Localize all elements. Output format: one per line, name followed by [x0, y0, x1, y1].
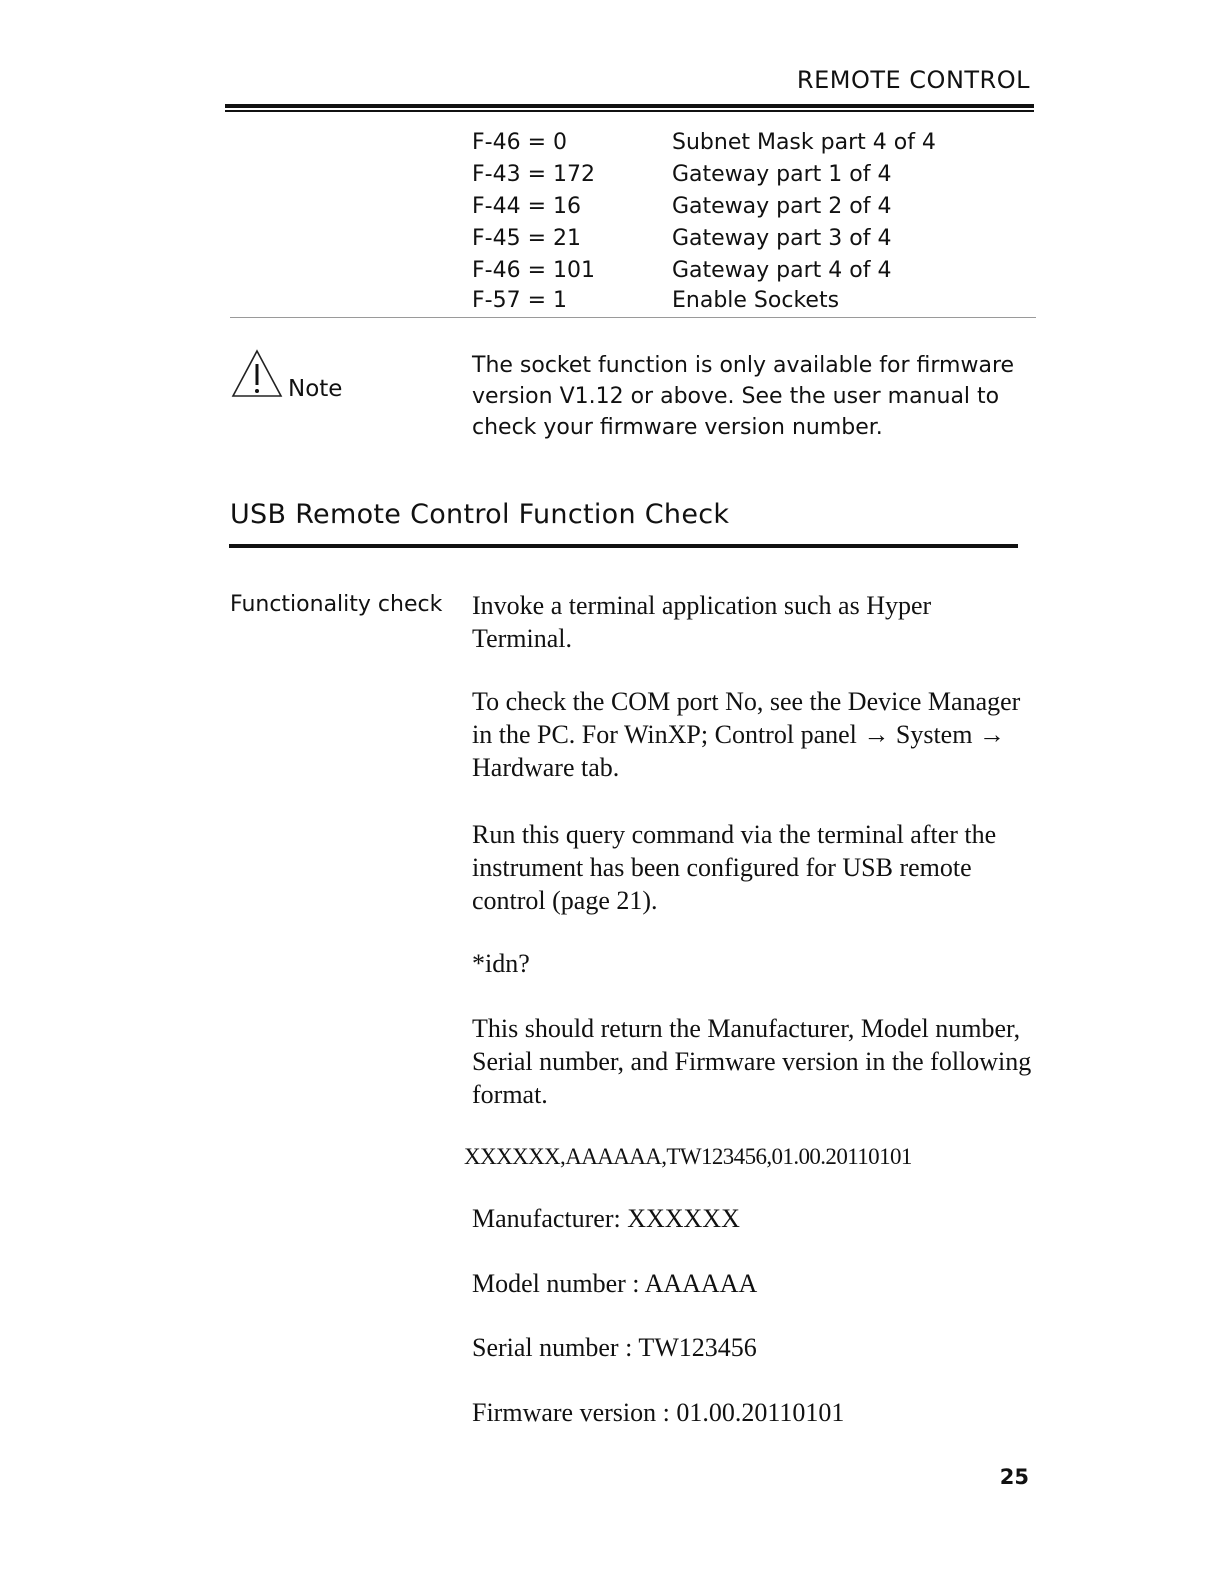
param-row [472, 223, 891, 255]
param-row [472, 191, 891, 223]
param-desc: Gateway part 1 of 4 [672, 162, 892, 187]
param-desc: Gateway part 4 of 4 [672, 258, 892, 283]
param-key: F-44 = 16 [472, 194, 582, 219]
page-number: 25 [999, 1465, 1029, 1489]
body-paragraph: Invoke a terminal application such as Hyper Terminal. [472, 591, 932, 653]
functionality-check-label: Functionality check [230, 592, 443, 617]
field-manufacturer: Manufacturer: XXXXXX [472, 1204, 740, 1233]
param-row [472, 127, 936, 159]
running-header: REMOTE CONTROL [796, 66, 1030, 94]
param-row [472, 285, 839, 317]
format-string: XXXXXX,AAAAAA,TW123456,01.00.20110101 [464, 1144, 912, 1169]
field-serial-number: Serial number : TW123456 [472, 1333, 757, 1362]
query-command: *idn? [472, 949, 530, 978]
param-key: F-43 = 172 [472, 162, 595, 187]
param-key: F-46 = 0 [472, 130, 568, 155]
param-row [472, 159, 891, 191]
header-rule-thin [225, 110, 1034, 112]
field-firmware-version: Firmware version : 01.00.20110101 [472, 1398, 845, 1427]
body-paragraph: To check the COM port No, see the Device Manager in the PC. For WinXP; Control panel → System → Hardware tab. [472, 687, 1021, 782]
section-rule [229, 544, 1018, 548]
param-key: F-45 = 21 [472, 226, 582, 251]
note-text: The socket function is only available for firmware version V1.12 or above. See the user manual to check your firmware version number. [472, 353, 1015, 440]
param-desc: Enable Sockets [672, 288, 840, 313]
body-paragraph: This should return the Manufacturer, Model number, Serial number, and Firmware version in the following format. [472, 1014, 1032, 1109]
param-desc: Gateway part 2 of 4 [672, 194, 892, 219]
warning-triangle-icon [231, 349, 283, 399]
header-rule-thick [225, 104, 1034, 108]
body-paragraph: Run this query command via the terminal after the instrument has been configured for USB remote control (page 21). [472, 820, 997, 915]
param-desc: Subnet Mask part 4 of 4 [672, 130, 936, 155]
table-bottom-rule [230, 317, 1036, 318]
param-desc: Gateway part 3 of 4 [672, 226, 892, 251]
section-title: USB Remote Control Function Check [230, 499, 730, 530]
param-key: F-46 = 101 [472, 258, 595, 283]
param-key: F-57 = 1 [472, 288, 568, 313]
field-model-number: Model number : AAAAAA [472, 1269, 758, 1298]
note-label: Note [288, 376, 343, 402]
param-row [472, 255, 891, 287]
